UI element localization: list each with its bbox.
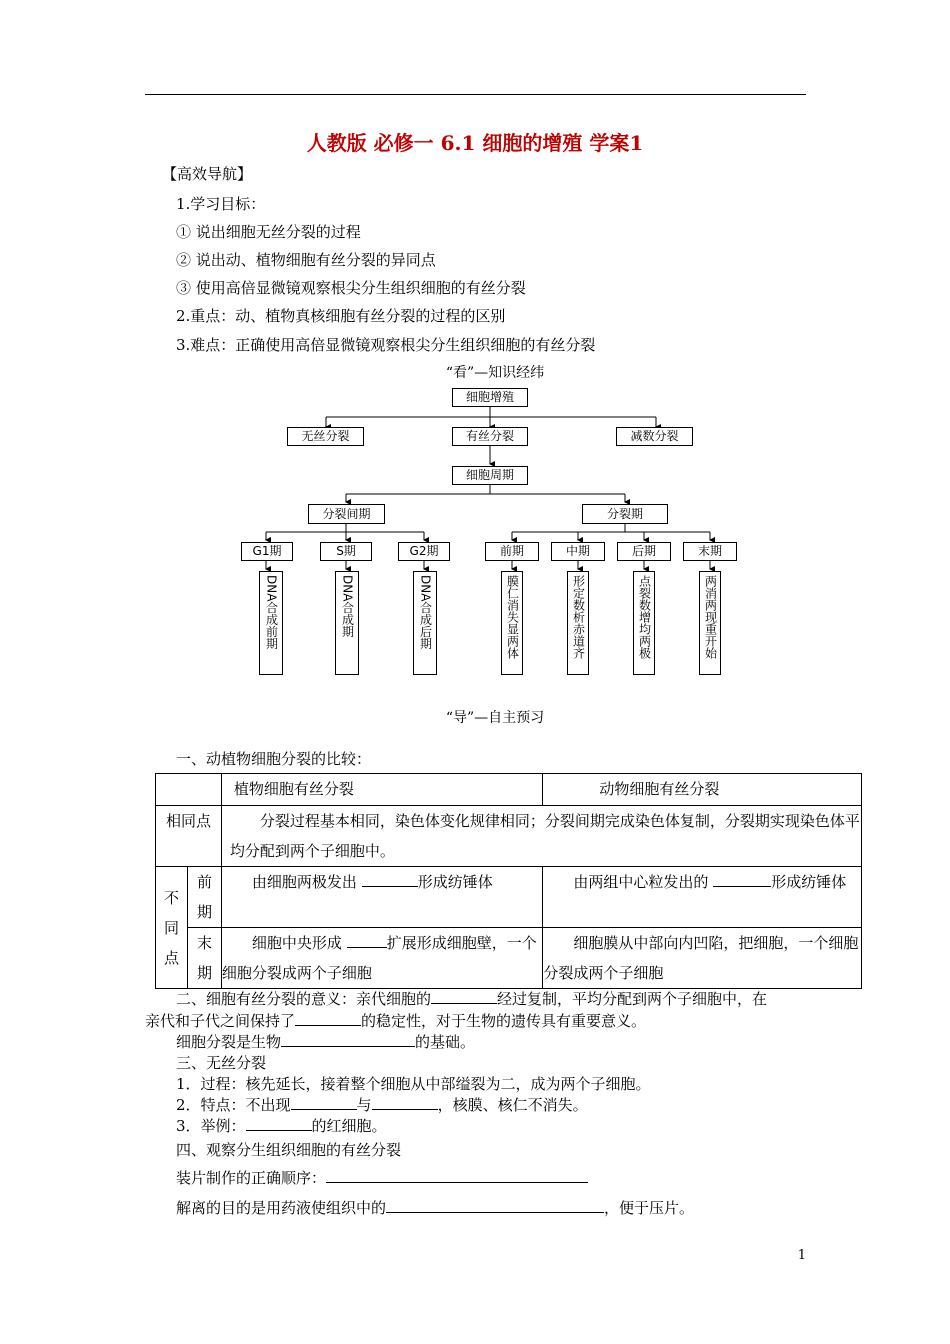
detail-g2: DNA合成后期 [413, 571, 437, 675]
section2-line3: 细胞分裂是生物 的基础。 [176, 1033, 476, 1051]
prophase-animal: 由两组中心粒发出的 形成纺锤体 [543, 867, 862, 928]
page-number: 1 [797, 1248, 806, 1263]
node-anaphase: 后期 [617, 542, 671, 561]
difficulty: 3.难点：正确使用高倍显微镜观察根尖分生组织细胞的有丝分裂 [176, 336, 596, 354]
comparison-table [155, 773, 862, 989]
node-s: S期 [320, 542, 372, 561]
detail-s: DNA合成期 [335, 571, 359, 675]
look-heading: “看”—知识经纬 [445, 365, 545, 381]
telophase-label: 末期 [187, 928, 221, 989]
guide-heading: “导”—自主预习 [445, 710, 545, 726]
node-prophase: 前期 [485, 542, 539, 561]
section3-example: 3．举例： 的红细胞。 [176, 1117, 387, 1135]
goals-label: 1.学习目标： [176, 195, 266, 213]
section3-feature: 2．特点：不出现 与 ，核膜、核仁不消失。 [176, 1096, 588, 1114]
section3-heading: 三、无丝分裂 [176, 1054, 267, 1072]
section2-line1: 二、细胞有丝分裂的意义：亲代细胞的 经过复制，平均分配到两个子细胞中，在 [176, 990, 768, 1008]
section4-heading: 四、观察分生组织细胞的有丝分裂 [176, 1141, 402, 1159]
goal-item-3: ③ 使用高倍显微镜观察根尖分生组织细胞的有丝分裂 [176, 279, 526, 297]
node-g1: G1期 [241, 542, 293, 561]
header-rule [145, 94, 806, 95]
section3-process: 1．过程：核先延长，接着整个细胞从中部缢裂为二，成为两个子细胞。 [176, 1075, 651, 1093]
section4-purpose: 解离的目的是用药液使组织中的 ，便于压片。 [176, 1199, 695, 1217]
detail-metaphase: 形定数析赤道齐 [567, 571, 589, 675]
node-division-phase: 分裂期 [582, 504, 668, 524]
node-cell-proliferation: 细胞增殖 [452, 388, 528, 407]
section1-heading: 一、动植物细胞分裂的比较： [176, 750, 372, 768]
node-amitosis: 无丝分裂 [287, 427, 364, 446]
detail-prophase: 膜仁消失显两体 [501, 571, 523, 675]
section4-order: 装片制作的正确顺序： [176, 1167, 588, 1188]
node-interphase: 分裂间期 [308, 504, 385, 524]
node-telophase: 末期 [683, 542, 737, 561]
key-point: 2.重点：动、植物真核细胞有丝分裂的过程的区别 [176, 307, 506, 325]
prophase-plant: 由细胞两极发出 形成纺锤体 [221, 867, 543, 928]
prophase-label: 前期 [187, 867, 221, 928]
header-animal: 动物细胞有丝分裂 [543, 774, 862, 806]
same-label: 相同点 [156, 806, 222, 867]
header-plant: 植物细胞有丝分裂 [221, 774, 543, 806]
node-meiosis: 减数分裂 [616, 427, 693, 446]
detail-anaphase: 点裂数增均两极 [633, 571, 655, 675]
goal-item-1: ① 说出细胞无丝分裂的过程 [176, 223, 361, 241]
node-cell-cycle: 细胞周期 [452, 466, 528, 485]
table-corner [156, 774, 222, 806]
diff-label: 不同点 [156, 867, 188, 989]
detail-telophase: 两消两现重开始 [699, 571, 721, 675]
node-metaphase: 中期 [551, 542, 605, 561]
node-g2: G2期 [398, 542, 450, 561]
node-mitosis: 有丝分裂 [452, 427, 528, 446]
page-title: 人教版 必修一 6.1 细胞的增殖 学案1 [306, 131, 644, 155]
goal-item-2: ② 说出动、植物细胞有丝分裂的异同点 [176, 251, 436, 269]
detail-g1: DNA合成前期 [259, 571, 283, 675]
same-text: 分裂过程基本相同，染色体变化规律相同；分裂间期完成染色体复制，分裂期实现染色体平均分配到两个子细胞中。 [221, 806, 861, 867]
section2-line2: 亲代和子代之间保持了 的稳定性，对于生物的遗传具有重要意义。 [145, 1012, 647, 1030]
telophase-plant: 细胞中央形成 扩展形成细胞壁，一个细胞分裂成两个子细胞 [221, 928, 543, 989]
telophase-animal: 细胞膜从中部向内凹陷，把细胞，一个细胞分裂成两个子细胞 [543, 928, 862, 989]
nav-heading: 【高效导航】 [162, 165, 253, 183]
